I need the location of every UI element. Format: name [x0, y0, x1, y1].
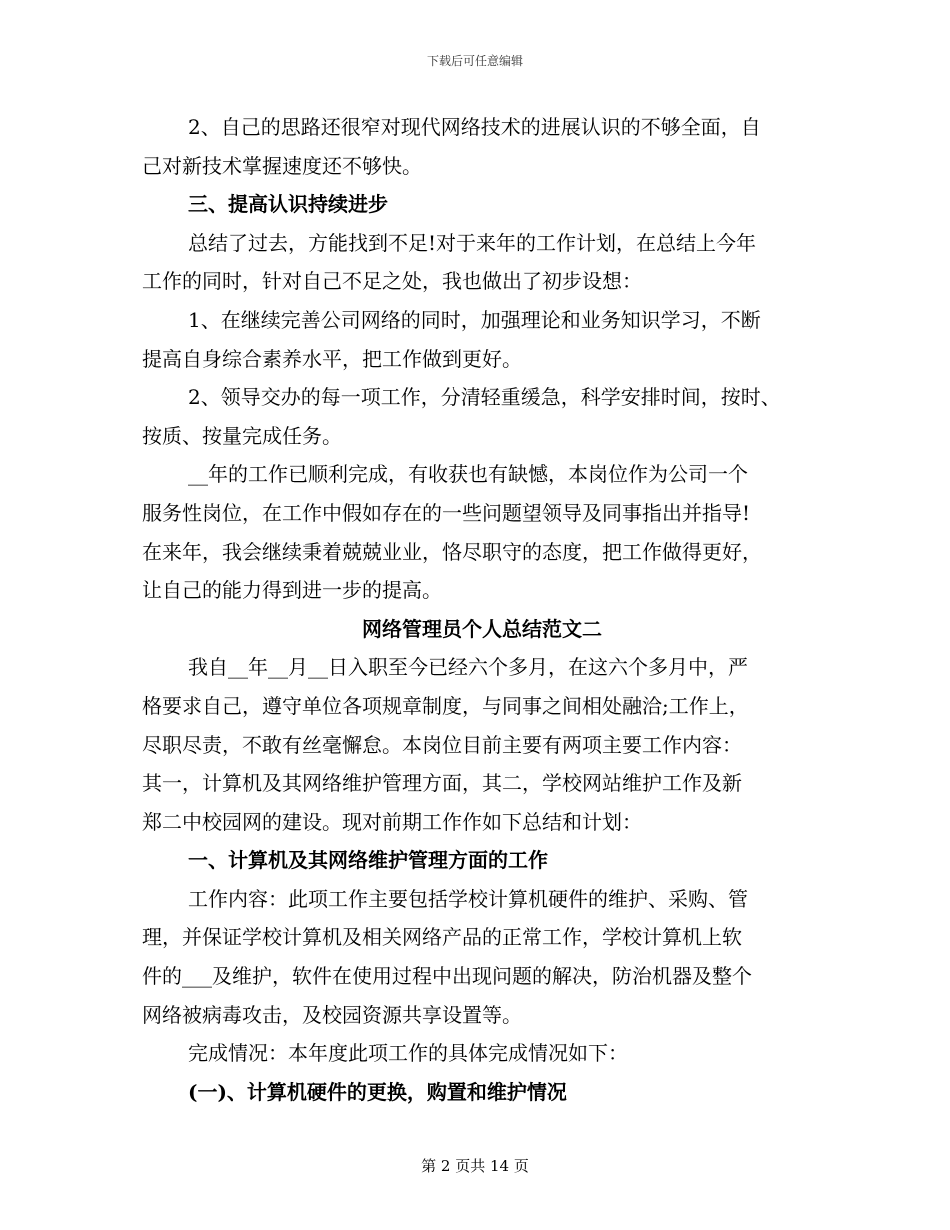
- section-heading: 一、计算机及其网络维护管理方面的工作: [188, 848, 548, 873]
- paragraph-line: 工作的同时，针对自己不足之处，我也做出了初步设想：: [142, 269, 642, 294]
- paragraph-line: 总结了过去，方能找到不足!对于来年的工作计划，在总结上今年: [188, 230, 757, 255]
- paragraph-line: 服务性岗位，在工作中假如存在的一些问题望领导及同事指出并指导!: [142, 500, 751, 525]
- paragraph-line: 工作内容：此项工作主要包括学校计算机硬件的维护、采购、管: [188, 886, 748, 911]
- page-header-note: 下载后可任意编辑: [426, 54, 523, 68]
- section-heading: 三、提高认识持续进步: [188, 192, 388, 217]
- paragraph-line: 格要求自己，遵守单位各项规章制度，与同事之间相处融洽;工作上，: [142, 693, 749, 718]
- paragraph-line: 我自__年__月__日入职至今已经六个多月，在这六个多月中，严: [188, 655, 748, 680]
- paragraph-line: 郑二中校园网的建设。现对前期工作作如下总结和计划：: [142, 809, 642, 834]
- paragraph-line: 件的___及维护，软件在使用过程中出现问题的解决，防治机器及整个: [142, 964, 752, 989]
- paragraph-line: 己对新技术掌握速度还不够快。: [142, 153, 422, 178]
- paragraph-line: 在来年，我会继续秉着兢兢业业，恪尽职守的态度，把工作做得更好，: [142, 539, 762, 564]
- paragraph-line: 2、自己的思路还很窄对现代网络技术的进展认识的不够全面，自: [188, 115, 761, 139]
- paragraph-line: 理，并保证学校计算机及相关网络产品的正常工作，学校计算机上软: [142, 925, 742, 950]
- paragraph-line: 1、在继续完善公司网络的同时，加强理论和业务知识学习，不断: [188, 307, 761, 332]
- subsection-heading: (一)、计算机硬件的更换，购置和维护情况: [188, 1079, 567, 1104]
- page-number: 第 2 页共 14 页: [421, 1157, 529, 1175]
- paragraph-line: __年的工作已顺利完成，有收获也有缺憾，本岗位作为公司一个: [188, 462, 748, 487]
- document-body: [142, 108, 822, 1111]
- paragraph-line: 让自己的能力得到进一步的提高。: [142, 578, 442, 603]
- paragraph-line: 尽职尽责，不敢有丝毫懈怠。本岗位目前主要有两项主要工作内容：: [142, 732, 742, 757]
- paragraph-line: 提高自身综合素养水平，把工作做到更好。: [142, 346, 522, 371]
- paragraph-line: 完成情况：本年度此项工作的具体完成情况如下：: [188, 1041, 628, 1066]
- document-title: 网络管理员个人总结范文二: [362, 616, 602, 641]
- paragraph-line: 按质、按量完成任务。: [142, 423, 342, 448]
- paragraph-line: 网络被病毒攻击，及校园资源共享设置等。: [142, 1002, 522, 1027]
- paragraph-line: 其一，计算机及其网络维护管理方面，其二，学校网站维护工作及新: [142, 771, 742, 796]
- paragraph-line: 2、领导交办的每一项工作，分清轻重缓急，科学安排时间，按时、: [188, 385, 781, 410]
